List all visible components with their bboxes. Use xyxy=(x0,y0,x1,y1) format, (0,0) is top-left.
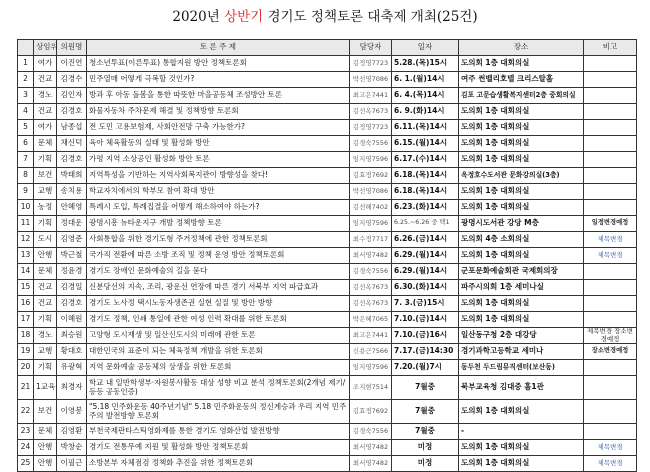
table-row xyxy=(18,152,637,168)
note-cell xyxy=(584,200,637,216)
header-committee: 상임위 xyxy=(34,40,57,56)
manager-cell: 김선해7402 xyxy=(350,200,392,216)
topic-cell: 경기도 노사정 택시노동자생존권 실현 실질 및 방안 방향 xyxy=(87,296,350,312)
member-name-cell: 최승원 xyxy=(57,328,87,344)
member-name-cell: 김영환 xyxy=(57,424,87,440)
schedule-cell: 6.30.(화)14시 xyxy=(392,280,459,296)
note-cell: 제목변경 장소변경예정 xyxy=(584,328,637,344)
place-cell: 도의회 1층 대회의실 xyxy=(459,104,584,120)
topic-cell: 민주열매 어떻게 극복할 것인가? xyxy=(87,72,350,88)
row-number: 23 xyxy=(18,424,34,440)
committee-cell: 기획 xyxy=(34,312,57,328)
note-cell xyxy=(584,136,637,152)
topic-cell: 방과 후 아동 돌봄을 통한 따뜻한 마을공동체 조성방안 토론 xyxy=(87,88,350,104)
member-name-cell: 김경호 xyxy=(57,152,87,168)
member-name-cell: 이필근 xyxy=(57,456,87,472)
manager-cell: 김선옥7673 xyxy=(350,296,392,312)
place-cell: - xyxy=(459,424,584,440)
schedule-cell: 7.17.(금)14:30 xyxy=(392,344,459,360)
place-cell: 군포문화예술회관 국제회의장 xyxy=(459,264,584,280)
schedule-cell: 6.18.(목)14시 xyxy=(392,184,459,200)
topic-cell: 광명시흥 뉴타운지구 개발 정책방향 토론 xyxy=(87,216,350,232)
schedule-cell: 6.11.(목)14시 xyxy=(392,120,459,136)
row-number: 7 xyxy=(18,152,34,168)
row-number: 9 xyxy=(18,184,34,200)
note-cell: 장소변경예정 xyxy=(584,344,637,360)
row-number: 24 xyxy=(18,440,34,456)
committee-cell: 문체 xyxy=(34,136,57,152)
topic-cell: 지역특성을 기반하는 지역사회복지관이 방향성을 찾다! xyxy=(87,168,350,184)
table-row xyxy=(18,168,637,184)
note-cell xyxy=(584,168,637,184)
note-cell xyxy=(584,152,637,168)
row-number: 3 xyxy=(18,88,34,104)
member-name-cell: 이혜원 xyxy=(57,312,87,328)
table-row xyxy=(18,120,637,136)
member-name-cell: 김영준 xyxy=(57,232,87,248)
member-name-cell: 정대운 xyxy=(57,216,87,232)
title-highlight: 상반기 xyxy=(224,9,264,25)
row-number: 25 xyxy=(18,456,34,472)
manager-cell: 임지영7596 xyxy=(350,152,392,168)
manager-cell: 최고은7441 xyxy=(350,328,392,344)
topic-cell: 가평 지역 소상공인 활성화 방안 토론 xyxy=(87,152,350,168)
committee-cell: 문체 xyxy=(34,424,57,440)
header-topic: 토 론 주 제 xyxy=(87,40,350,56)
place-cell: 경기과학고등학교 세미나 xyxy=(459,344,584,360)
member-name-cell: 김경수 xyxy=(57,72,87,88)
schedule-cell: 7월중 xyxy=(392,376,459,400)
table-row xyxy=(18,400,637,424)
forum-schedule-table xyxy=(17,39,637,472)
table-row xyxy=(18,264,637,280)
note-cell xyxy=(584,72,637,88)
table-row xyxy=(18,56,637,72)
schedule-cell: 6.18.(목)14시 xyxy=(392,168,459,184)
place-cell: 도의회 1층 대회의실 xyxy=(459,248,584,264)
member-name-cell: 최경자 xyxy=(57,376,87,400)
manager-cell: 최수정7717 xyxy=(350,232,392,248)
place-cell: 광명시도서관 강당 M층 xyxy=(459,216,584,232)
topic-cell: 학교 내 일반학생부·자원봉사활동 대상 성향 비교 분석 정책토론회(2개념 제기/등등 공동인증) xyxy=(87,376,350,400)
place-cell: 도의회 1층 대회의실 xyxy=(459,312,584,328)
header-date: 일자 xyxy=(392,40,459,56)
manager-cell: 최서영7482 xyxy=(350,456,392,472)
schedule-cell: 6. 1.(월)14시 xyxy=(392,72,459,88)
table-row xyxy=(18,200,637,216)
member-name-cell: 김경일 xyxy=(57,280,87,296)
manager-cell: 김효정7692 xyxy=(350,400,392,424)
table-row xyxy=(18,136,637,152)
row-number: 5 xyxy=(18,120,34,136)
row-number: 17 xyxy=(18,312,34,328)
table-row xyxy=(18,312,637,328)
header-manager: 담당자 xyxy=(350,40,392,56)
manager-cell: 조지현7514 xyxy=(350,376,392,400)
member-name-cell: 남종섭 xyxy=(57,120,87,136)
manager-cell: 최고은7441 xyxy=(350,88,392,104)
schedule-cell: 6.25.~6.26 중 택1 xyxy=(392,216,459,232)
note-cell xyxy=(584,400,637,424)
manager-cell: 임지영7596 xyxy=(350,360,392,376)
row-number: 8 xyxy=(18,168,34,184)
row-number: 10 xyxy=(18,200,34,216)
topic-cell: 대한민국의 표준이 되는 체육정책 개발을 위한 토론회 xyxy=(87,344,350,360)
topic-cell: 전 도민 고용보험제, 사회안전망 구축 가능한가? xyxy=(87,120,350,136)
manager-cell: 김경숙7556 xyxy=(350,136,392,152)
schedule-cell: 7. 3.(금)15시 xyxy=(392,296,459,312)
member-name-cell: 김경호 xyxy=(57,296,87,312)
committee-cell: 기획 xyxy=(34,152,57,168)
table-row xyxy=(18,456,637,472)
schedule-cell: 5.28.(목)15시 xyxy=(392,56,459,72)
header-note: 비고 xyxy=(584,40,637,56)
topic-cell: 국가직 전환에 따른 소방 조직 및 정책 운영 방안 정책토론회 xyxy=(87,248,350,264)
note-cell xyxy=(584,88,637,104)
note-cell xyxy=(584,104,637,120)
row-number: 1 xyxy=(18,56,34,72)
manager-cell: 박은혜7065 xyxy=(350,312,392,328)
manager-cell: 김정영7723 xyxy=(350,56,392,72)
member-name-cell: 황대호 xyxy=(57,344,87,360)
row-number: 15 xyxy=(18,280,34,296)
committee-cell: 농정 xyxy=(34,200,57,216)
topic-cell: 소방본부 자체점검 정책화 추진을 위한 정책토론회 xyxy=(87,456,350,472)
topic-cell: 고양형 도시재생 및 일산신도시의 미래에 관한 토론 xyxy=(87,328,350,344)
topic-cell: 신분당선의 지속, 조리, 광운선 연장에 따른 경기 서북부 지역 파급효과 xyxy=(87,280,350,296)
table-row xyxy=(18,328,637,344)
place-cell: 도의회 4층 소회의실 xyxy=(459,232,584,248)
note-cell xyxy=(584,312,637,328)
manager-cell: 임지영7596 xyxy=(350,216,392,232)
place-cell: 북부교육청 김대중 홀1관 xyxy=(459,376,584,400)
manager-cell: 김경숙7556 xyxy=(350,424,392,440)
place-cell: 도의회 1층 대회의실 xyxy=(459,56,584,72)
topic-cell: 경기도 정책, 인쇄 통일에 관한 여성 인력 확대를 위한 토론회 xyxy=(87,312,350,328)
schedule-cell: 6.23.(화)14시 xyxy=(392,200,459,216)
table-row xyxy=(18,376,637,400)
committee-cell: 기획 xyxy=(34,216,57,232)
member-name-cell: 박태희 xyxy=(57,168,87,184)
row-number: 6 xyxy=(18,136,34,152)
committee-cell: 경노 xyxy=(34,328,57,344)
committee-cell: 교행 xyxy=(34,184,57,200)
schedule-cell: 6.29.(월)14시 xyxy=(392,264,459,280)
schedule-cell: 6. 9.(화)14시 xyxy=(392,104,459,120)
topic-cell: 지역 문화예술 공동체의 상생을 위한 토론회 xyxy=(87,360,350,376)
committee-cell: 여가 xyxy=(34,120,57,136)
committee-cell: 문체 xyxy=(34,264,57,280)
note-cell xyxy=(584,280,637,296)
note-cell: 제목변경 xyxy=(584,232,637,248)
schedule-cell: 6.15.(월)14시 xyxy=(392,136,459,152)
note-cell xyxy=(584,56,637,72)
schedule-cell: 7.20.(월)7시 xyxy=(392,360,459,376)
place-cell: 여주 썬밸리호텔 크리스탈홀 xyxy=(459,72,584,88)
row-number: 20 xyxy=(18,360,34,376)
schedule-cell: 7월중 xyxy=(392,424,459,440)
row-number: 13 xyxy=(18,248,34,264)
place-cell: 도의회 1층 대회의실 xyxy=(459,184,584,200)
topic-cell: 사회통합을 위한 경기도형 주거정책에 관한 정책토론회 xyxy=(87,232,350,248)
table-row xyxy=(18,216,637,232)
note-cell xyxy=(584,376,637,400)
table-body xyxy=(18,56,637,472)
place-cell: 도의회 1층 대회의실 xyxy=(459,120,584,136)
row-number: 12 xyxy=(18,232,34,248)
table-row xyxy=(18,344,637,360)
place-cell: 김포 고문습생활복지센터2층 중회의실 xyxy=(459,88,584,104)
place-cell: 도의회 1층 대회의실 xyxy=(459,456,584,472)
committee-cell: 교행 xyxy=(34,344,57,360)
committee-cell: 건교 xyxy=(34,296,57,312)
table-row xyxy=(18,88,637,104)
committee-cell: 보건 xyxy=(34,400,57,424)
committee-cell: 1교육 xyxy=(34,376,57,400)
schedule-cell: 7.10.(금)16시 xyxy=(392,328,459,344)
committee-cell: 기획 xyxy=(34,360,57,376)
note-cell xyxy=(584,360,637,376)
schedule-cell: 6.17.(수)14시 xyxy=(392,152,459,168)
manager-cell: 김효정7692 xyxy=(350,168,392,184)
manager-cell: 김선옥7673 xyxy=(350,280,392,296)
header-place: 장소 xyxy=(459,40,584,56)
manager-cell: 박선영7086 xyxy=(350,72,392,88)
member-name-cell: 유광혁 xyxy=(57,360,87,376)
topic-cell: 청소년투표(이른투표) 통합지원 방안 정책토론회 xyxy=(87,56,350,72)
note-cell xyxy=(584,264,637,280)
place-cell: 파주시의회 1층 세미나실 xyxy=(459,280,584,296)
table-row xyxy=(18,104,637,120)
member-name-cell: 이진연 xyxy=(57,56,87,72)
note-cell xyxy=(584,120,637,136)
committee-cell: 도시 xyxy=(34,232,57,248)
row-number: 11 xyxy=(18,216,34,232)
committee-cell: 건교 xyxy=(34,280,57,296)
table-row xyxy=(18,72,637,88)
row-number: 18 xyxy=(18,328,34,344)
manager-cell: 최서영7482 xyxy=(350,248,392,264)
table-row xyxy=(18,184,637,200)
place-cell: 일산동구청 2층 대강당 xyxy=(459,328,584,344)
committee-cell: 안행 xyxy=(34,248,57,264)
committee-cell: 경노 xyxy=(34,88,57,104)
schedule-cell: 미정 xyxy=(392,456,459,472)
manager-cell: 신용근7566 xyxy=(350,344,392,360)
note-cell: 제목변경 xyxy=(584,440,637,456)
committee-cell: 보건 xyxy=(34,168,57,184)
topic-cell: 육아 체육활동의 실태 및 활성화 방안 xyxy=(87,136,350,152)
place-cell: 도의회 1층 대회의실 xyxy=(459,136,584,152)
member-name-cell: 안혜영 xyxy=(57,200,87,216)
row-number: 4 xyxy=(18,104,34,120)
committee-cell: 안행 xyxy=(34,440,57,456)
row-number: 22 xyxy=(18,400,34,424)
table-row xyxy=(18,440,637,456)
place-cell: 도의회 1층 대회의실 xyxy=(459,200,584,216)
table-row xyxy=(18,232,637,248)
row-number: 16 xyxy=(18,296,34,312)
topic-cell: 화물자동차 주차문제 해결 및 정책방향 토론회 xyxy=(87,104,350,120)
topic-cell: 경기도 장애인 문화예술의 길을 묻다 xyxy=(87,264,350,280)
place-cell: 동두천 두드림뮤직센터(보산동) xyxy=(459,360,584,376)
header-number xyxy=(18,40,34,56)
topic-cell: 부천국제판타스틱영화제를 통한 경기도 영화산업 발전방향 xyxy=(87,424,350,440)
manager-cell: 김경숙7556 xyxy=(350,264,392,280)
schedule-cell: 7월중 xyxy=(392,400,459,424)
committee-cell: 여가 xyxy=(34,56,57,72)
note-cell: 제목변경 xyxy=(584,456,637,472)
table-row xyxy=(18,280,637,296)
topic-cell: 학교자치에서의 학부모 참여 확대 방안 xyxy=(87,184,350,200)
member-name-cell: 박근철 xyxy=(57,248,87,264)
topic-cell: "5.18 민주화운동 40주년기념" 5.18 민주화운동의 정신계승과 우리 지역 민주주의 발전방향 토론회 xyxy=(87,400,350,424)
page-title xyxy=(0,5,650,25)
header-member: 의원명 xyxy=(57,40,87,56)
table-row xyxy=(18,296,637,312)
schedule-cell: 6. 4.(목)14시 xyxy=(392,88,459,104)
note-cell: 일정변경예정 xyxy=(584,216,637,232)
place-cell: 도의회 1층 대회의실 xyxy=(459,400,584,424)
manager-cell: 김선옥7673 xyxy=(350,104,392,120)
committee-cell: 안행 xyxy=(34,456,57,472)
manager-cell: 최서영7482 xyxy=(350,440,392,456)
place-cell: 옥정호수도서관 문화강의실(3층) xyxy=(459,168,584,184)
schedule-cell: 7.10.(금)14시 xyxy=(392,312,459,328)
topic-cell: 경기도 전통무예 지원 및 활성화 방안 정책토론회 xyxy=(87,440,350,456)
manager-cell: 김정영7723 xyxy=(350,120,392,136)
table-row xyxy=(18,248,637,264)
title-rest: 경기도 정책토론 대축제 개최(25건) xyxy=(263,9,478,25)
member-name-cell: 송치용 xyxy=(57,184,87,200)
member-name-cell: 이영봉 xyxy=(57,400,87,424)
schedule-cell: 6.29.(월)14시 xyxy=(392,248,459,264)
schedule-cell: 미정 xyxy=(392,440,459,456)
member-name-cell: 정윤경 xyxy=(57,264,87,280)
row-number: 14 xyxy=(18,264,34,280)
table-row xyxy=(18,424,637,440)
row-number: 19 xyxy=(18,344,34,360)
member-name-cell: 박창순 xyxy=(57,440,87,456)
note-cell xyxy=(584,184,637,200)
row-number: 21 xyxy=(18,376,34,400)
note-cell xyxy=(584,296,637,312)
title-year: 2020년 xyxy=(172,9,225,25)
member-name-cell: 채신덕 xyxy=(57,136,87,152)
place-cell: 도의회 1층 대회의실 xyxy=(459,296,584,312)
place-cell: 도의회 1층 대회의실 xyxy=(459,440,584,456)
topic-cell: 특례시 도입, 특례집결을 어떻게 해소하여야 하는가? xyxy=(87,200,350,216)
note-cell: 제목변경 xyxy=(584,248,637,264)
member-name-cell: 김인자 xyxy=(57,88,87,104)
table-row xyxy=(18,360,637,376)
committee-cell: 건교 xyxy=(34,72,57,88)
manager-cell: 박선영7086 xyxy=(350,184,392,200)
schedule-cell: 6.26.(금)14시 xyxy=(392,232,459,248)
committee-cell: 건교 xyxy=(34,104,57,120)
table-header-row xyxy=(18,40,637,56)
place-cell: 도의회 1층 대회의실 xyxy=(459,152,584,168)
member-name-cell: 김경호 xyxy=(57,104,87,120)
note-cell xyxy=(584,424,637,440)
row-number: 2 xyxy=(18,72,34,88)
